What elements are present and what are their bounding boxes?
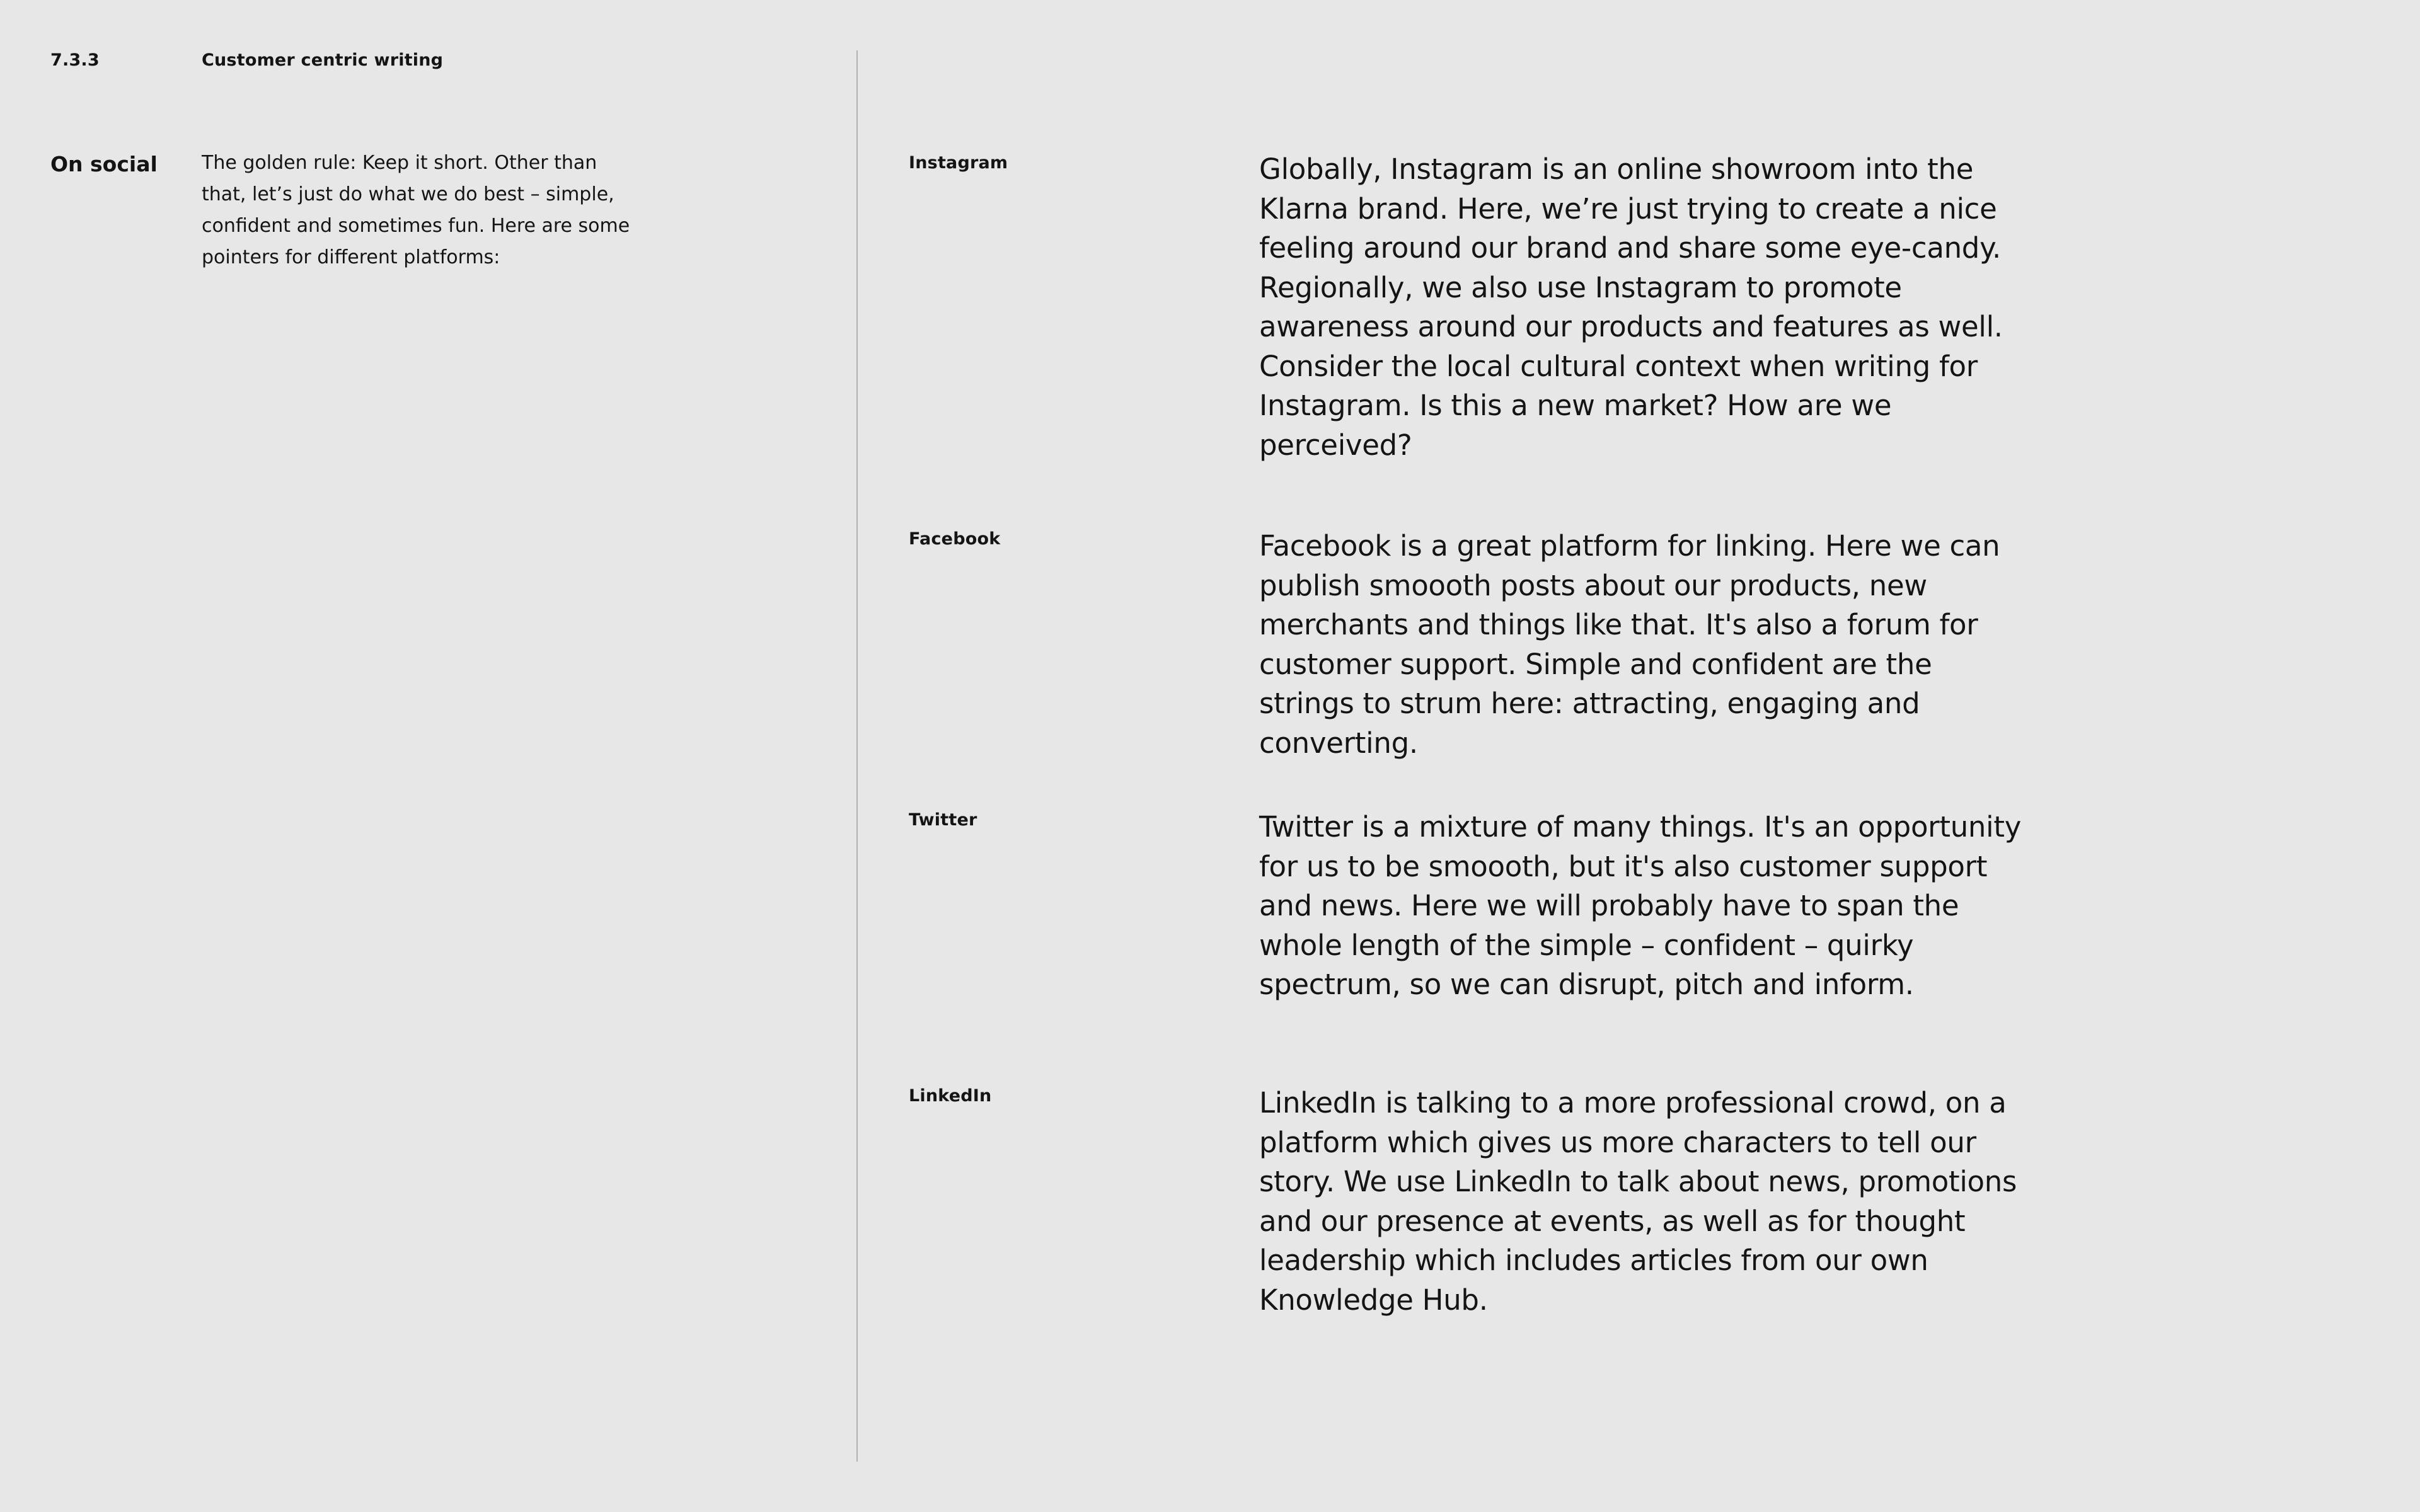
section-title: Customer centric writing	[202, 50, 444, 70]
platform-label-linkedin: LinkedIn	[909, 1086, 992, 1106]
platform-label-facebook: Facebook	[909, 529, 1001, 549]
platform-description-facebook	[1259, 527, 2028, 763]
platform-label-instagram: Instagram	[909, 153, 1008, 173]
linkedin-paragraph-1: LinkedIn is talking to a more professional crowd, on a platform which gives us more characters to tell our story. We use LinkedIn to talk about news, promotions and our presence at events, as well as for thought leadership which includes articles from our own Knowledge Hub.	[1259, 1086, 2017, 1317]
instagram-paragraph-2: Consider the local cultural context when writing for Instagram. Is this a new market? How are we perceived?	[1259, 349, 1978, 462]
platform-label-twitter: Twitter	[909, 810, 977, 830]
platform-description-instagram	[1259, 150, 2028, 465]
facebook-paragraph-1: Facebook is a great platform for linking. Here we can publish smoooth posts about our products, new merchants and things like that. It's also a forum for customer support. Simple and confident are the strings to strum here: attracting, engaging and converting.	[1259, 529, 2000, 760]
intro-paragraph: The golden rule: Keep it short. Other than that, let’s just do what we do best – simple, confident and sometimes fun. Here are some pointers for different platforms:	[202, 152, 630, 268]
column-divider	[856, 50, 858, 1462]
platform-description-twitter	[1259, 808, 2028, 1005]
section-number: 7.3.3	[50, 50, 100, 70]
subsection-heading: On social	[50, 152, 158, 176]
platform-description-linkedin	[1259, 1084, 2028, 1320]
twitter-paragraph-1: Twitter is a mixture of many things. It's an opportunity for us to be smoooth, but it's also customer support and news. Here we will probably have to span the whole length of the simple – confident – quirky spectrum, so we can disrupt, pitch and inform.	[1259, 810, 2022, 1001]
instagram-paragraph-1: Globally, Instagram is an online showroom into the Klarna brand. Here, we’re just trying to create a nice feeling around our brand and share some eye-candy. Regionally, we also use Instagram to promote awareness around our products and features as well.	[1259, 152, 2003, 343]
